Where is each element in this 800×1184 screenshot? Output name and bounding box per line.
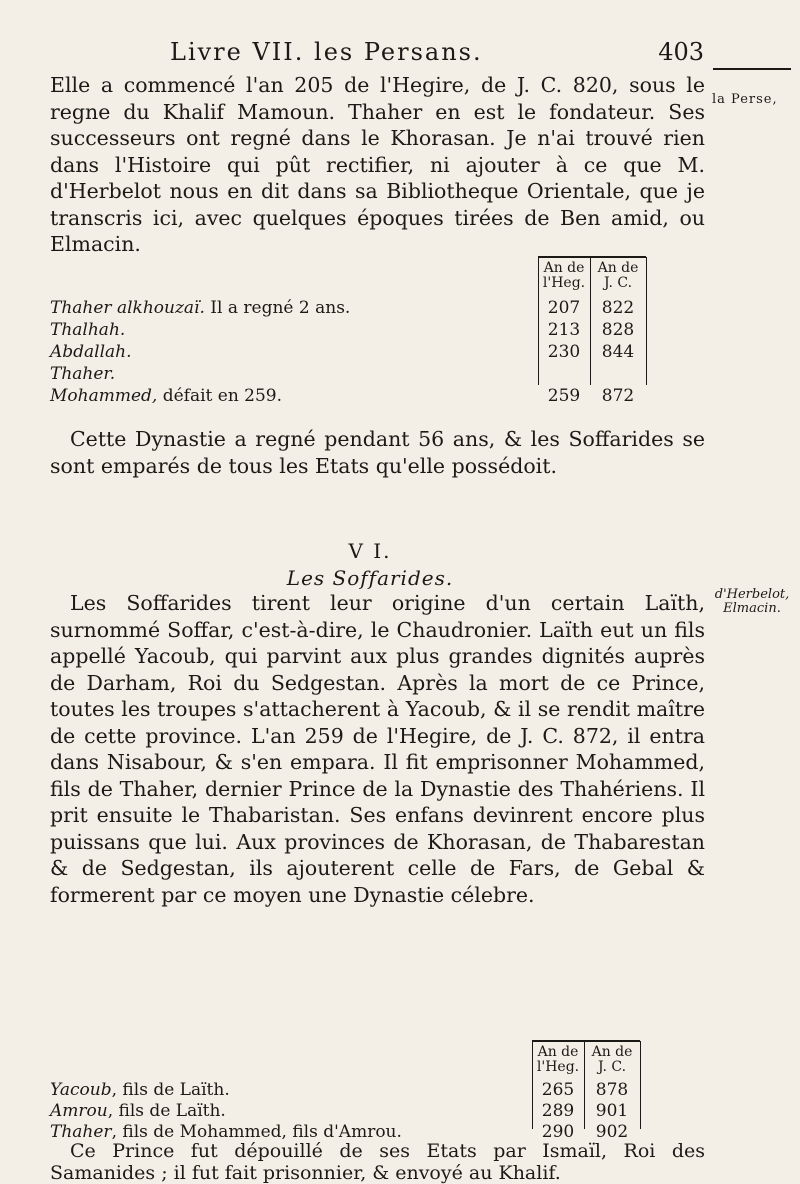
table1-heg-cell: 230 — [547, 342, 581, 362]
table2-heg-cell: 289 — [541, 1101, 575, 1121]
table1-jc-cell: 822 — [601, 298, 635, 318]
table1-row: Mohammed, défait en 259. — [50, 386, 283, 406]
paragraph-soffarides: Les Soffarides tirent leur origine d'un certain Laïth, surnommé Soffar, c'est-à-dire, le Chaudronier. Laïth eut un fils appellé Yacoub, qui parvint aux plus grandes dignités auprès de Darham, Roi du Sedgestan. Après la mort de ce Prince, toutes les troupes s'attacherent à Yacoub, & il se rendit maître de cette province. L'an 259 de l'Hegire, de J. C. 872, il entra dans Nisabour, & s'en empara. Il fit emprisonner Mohammed, fils de Thaher, dernier Prince de la Dynastie des Thahériens. Il prit ensuite le Thabaristan. Ses enfans devinrent encore plus puissans que lui. Aux provinces de Khorasan, de Thabarestan & de Sedgestan, ils ajouterent celle de Fars, de Gebal & formerent par ce moyen une Dynastie célebre. — [50, 591, 705, 907]
running-title: Livre VII. les Persans. — [170, 38, 483, 66]
paragraph-closing: Ce Prince fut dépouillé de ses Etats par Ismaïl, Roi des Samanides ; il fut fait prisonnier, & envoyé au Khalif. — [50, 1140, 705, 1184]
table2-jc-cell: 901 — [595, 1101, 629, 1121]
section-title: Les Soffarides. — [286, 566, 454, 590]
table1-col-heg-header: An de l'Heg. — [542, 260, 586, 291]
table1-jc-cell: 828 — [601, 320, 635, 340]
running-head — [170, 38, 710, 66]
marginal-note-perse: la Perse, — [712, 92, 778, 107]
table2-jc-cell: 902 — [595, 1122, 629, 1142]
table1-row: Thaher alkhouzaï. Il a regné 2 ans. — [50, 298, 351, 318]
table1-row: Abdallah. — [50, 342, 132, 362]
table1-heg-cell: 213 — [547, 320, 581, 340]
table1-jc-cell: 844 — [601, 342, 635, 362]
table2-row: Yacoub, fils de Laïth. — [50, 1080, 230, 1100]
table2-jc-cell: 878 — [595, 1080, 629, 1100]
table1-col-jc-header: An de J. C. — [597, 260, 639, 291]
paragraph-intro: Elle a commencé l'an 205 de l'Hegire, de J. C. 820, sous le regne du Khalif Mamoun. Thaher en est le fondateur. Ses successeurs ont regné dans le Khorasan. Je n'ai trouvé rien dans l'Histoire qui pût rectifier, ni ajouter à ce que M. d'Herbelot nous en dit dans sa Bibliotheque Orientale, que je transcris ici, avec quelques époques tirées de Ben amid, ou Elmacin. — [50, 73, 705, 256]
table1-jc-cell: 872 — [601, 386, 635, 406]
table1-top-rule — [538, 256, 646, 258]
table2-heg-cell: 265 — [541, 1080, 575, 1100]
table2-top-rule — [532, 1040, 640, 1042]
paragraph-dynasty-end: Cette Dynastie a regné pendant 56 ans, & les Soffarides se sont emparés de tous les Etats qu'elle possédoit. — [50, 427, 705, 478]
table2-row: Amrou, fils de Laïth. — [50, 1101, 226, 1121]
margin-rule — [713, 68, 791, 70]
table1-row: Thalhah. — [50, 320, 126, 340]
table2-row: Thaher, fils de Mohammed, fils d'Amrou. — [50, 1122, 402, 1142]
table1-row: Thaher. — [50, 364, 116, 384]
page-number: 403 — [658, 38, 704, 66]
table2-col-heg-header: An de l'Heg. — [536, 1044, 580, 1075]
table2-col-jc-header: An de J. C. — [591, 1044, 633, 1075]
table1-heg-cell: 259 — [547, 386, 581, 406]
table1-heg-cell: 207 — [547, 298, 581, 318]
table2-heg-cell: 290 — [541, 1122, 575, 1142]
marginal-note-source: d'Herbelot, Elmacin. — [714, 587, 790, 616]
section-number: V I. — [348, 539, 392, 563]
